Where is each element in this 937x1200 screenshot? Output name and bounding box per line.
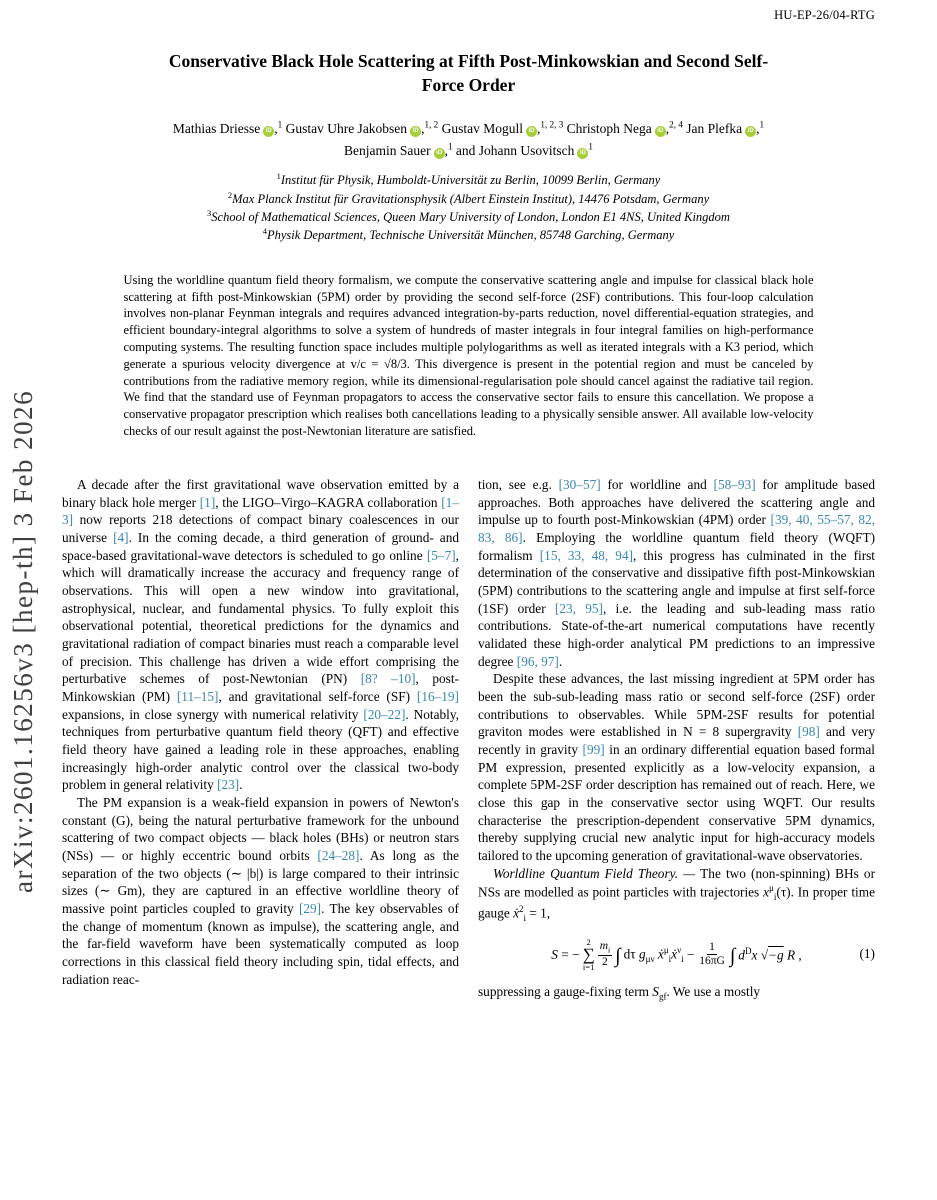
- fraction-numerator: 1: [707, 941, 717, 955]
- citation-link[interactable]: [23, 95]: [554, 600, 603, 616]
- text-run: Despite these advances, the last missing ingredient at 5PM order has been the sub-sub-leading mass ratio or second self-force (2SF) order contributions to observables. While 5PM-2SF results for potential graviton modes were established in N = 8 supergravity: [478, 671, 875, 740]
- sum-lower-limit: i=1: [582, 962, 595, 973]
- citation-link[interactable]: [29]: [298, 901, 322, 916]
- fraction-denominator: 2: [602, 955, 608, 968]
- citation-link[interactable]: [96, 97]: [516, 653, 559, 669]
- text-segment: 2: [518, 904, 524, 915]
- text-run: tion, see e.g.: [478, 476, 559, 492]
- text-run: in an ordinary differential equation based formal PM expression, presented explicitly as a low-velocity expansion, a complete 5PM-2SF order description has remained out of reach. Here, we close this gap in the conservative sector using WQFT. Our results characterise the prescription-dependent conservative 5PM dynamics, thereby supplying crucial new analytic input for high-accuracy models tailored to the upcoming generation of gravitational-wave observatories.: [478, 741, 875, 863]
- text-segment: i: [523, 913, 527, 924]
- affiliation-number: 4: [262, 226, 267, 237]
- text-run: Using the worldline quantum field theory formalism, we compute the conservative scattering angle and impulse for classical black hole scattering at fifth post-Minkowskian (5PM) order by providing the second self-force (2SF) contributions. This four-loop calculation involves non-planar Feynman integrals and requires advanced integration-by-parts reduction, novel differential-equation strategies, and efficient boundary-integral algorithms to solve a system of hundreds of master integrals in four integral families on high-performance computing systems. The resulting function space includes multiple polylogarithms as well as iterated integrals with a K3 period, which generate a spurious velocity divergence at v/c = √8/3. This divergence is present in the potential region and must be canceled by contributions from the radiative memory region, while its dimensional-regularisation pole should cancel against the radiative tail region. We find that the standard use of Feynman propagators to access the conservative sector fails to ensure this cancellation. We propose a conservative propagator prescription which realises both cancellations leading to a physically sensible answer. All available low-velocity checks of our result against the post-Newtonian literature are satisfied.: [123, 272, 814, 439]
- text-run: The PM expansion is a weak-field expansion in powers of Newton's constant (G), being the natural perturbative framework for the unbound scattering of two compact objects — black holes (BHs) or neutron stars (NSs) — or highly eccentric bound orbits: [62, 794, 459, 863]
- text-run: now reports 218 detections of compact binary coalescences in our universe: [62, 512, 459, 545]
- body-columns: [62, 476, 875, 1002]
- text-segment: i: [773, 892, 777, 903]
- text-segment: −g: [768, 947, 784, 963]
- author-affil-sup: 1: [759, 119, 765, 130]
- author-name: Gustav Uhre Jakobsen: [285, 120, 408, 136]
- affiliation-number: 1: [276, 171, 281, 182]
- affiliation-line: [62, 226, 875, 244]
- paragraph: [478, 865, 875, 925]
- report-number: HU-EP-26/04-RTG: [774, 8, 875, 22]
- author: [442, 121, 564, 136]
- paper-title: Conservative Black Hole Scattering at Fifth Post-Minkowskian and Second Self-Force Order: [168, 51, 769, 96]
- minus-sign: −: [686, 946, 695, 962]
- text-segment: μ: [663, 944, 669, 955]
- affiliation-number: 2: [227, 189, 233, 200]
- author: [344, 143, 453, 158]
- text-segment: Worldline Quantum Field Theory. —: [493, 865, 701, 881]
- citation-link[interactable]: [98]: [797, 724, 820, 740]
- author: [567, 121, 683, 136]
- sum-upper-limit: 2: [586, 936, 591, 947]
- orcid-icon[interactable]: iD: [410, 126, 421, 137]
- author-affil-sup: 1, 2: [424, 119, 439, 130]
- text-segment: ẋ: [671, 946, 678, 962]
- author: [456, 143, 593, 158]
- text-segment: x: [751, 947, 758, 963]
- author-name: and Johann Usovitsch: [455, 143, 575, 159]
- text-run: .: [239, 777, 243, 793]
- citation-link[interactable]: [1–3]: [62, 494, 459, 528]
- affiliation-line: [62, 171, 875, 189]
- author: [686, 121, 764, 136]
- affiliations: [62, 171, 875, 245]
- text-segment: (τ). In proper time gauge: [478, 884, 875, 921]
- text-segment: ẋ: [513, 905, 519, 921]
- column-right: [478, 476, 875, 1002]
- paragraph: [478, 670, 875, 864]
- text-run: . Employing the worldline quantum field theory (WQFT) formalism: [478, 529, 876, 563]
- text-segment: μ: [769, 883, 774, 894]
- summation-symbol: [583, 938, 595, 972]
- text-run: , post-Minkowskian (PM): [62, 671, 459, 704]
- affiliation-text: School of Mathematical Sciences, Queen Mary University of London, London E1 4NS, United Kingdom: [211, 210, 730, 225]
- orcid-icon[interactable]: iD: [526, 126, 537, 137]
- citation-link[interactable]: [16–19]: [416, 688, 459, 704]
- author-separator: ,: [444, 143, 448, 159]
- citation-link[interactable]: [58–93]: [713, 476, 756, 492]
- paragraph: [62, 476, 459, 794]
- author-name: Gustav Mogull: [441, 120, 523, 136]
- text-segment: μν: [645, 954, 655, 965]
- citation-link[interactable]: [11–15]: [176, 688, 219, 704]
- column-left: [62, 476, 459, 1002]
- orcid-icon[interactable]: iD: [655, 126, 666, 137]
- fraction: [697, 941, 727, 968]
- equation-body: [551, 938, 802, 972]
- abstract: [124, 272, 814, 440]
- text-run: , this progress has culminated in the first determination of the conservative and dissipative fifth post-Minkowskian (5PM) contributions to the scattering angle and impulse at first self-force (1SF) order: [478, 547, 875, 616]
- affiliation-text: Physik Department, Technische Universität München, 85748 Garching, Germany: [266, 228, 675, 243]
- text-run: . In the coming decade, a third generation of ground- and space-based gravitational-wave detectors is scheduled to go online: [62, 529, 459, 563]
- authors-line: [144, 117, 794, 162]
- author-affil-sup: 1: [447, 141, 453, 152]
- paragraph: [62, 794, 459, 988]
- integral-sign: ∫: [615, 944, 621, 967]
- text-segment: d: [738, 947, 745, 963]
- text-run: .: [558, 653, 563, 669]
- text-segment: i: [608, 945, 611, 955]
- text-run: , i.e. the leading and sub-leading mass ratio contributions. State-of-the-art numerical computations have recently validated these high-order analytical PM predictions to an impressive degree: [478, 600, 875, 669]
- citation-link[interactable]: [1]: [199, 494, 216, 510]
- text-segment: ,: [795, 947, 802, 963]
- author-separator: ,: [274, 120, 278, 136]
- citation-link[interactable]: [4]: [113, 529, 129, 545]
- author-separator: ,: [536, 120, 541, 136]
- text-segment: . We use a mostly: [666, 983, 761, 999]
- paragraph: [478, 983, 875, 1003]
- text-run: . The key observables of the change of momentum (known as impulse), the scattering angle, and the far-field waveform have been systematically computed as loop corrections in this classical field theory including spin, tidal effects, and radiation reac-: [62, 901, 459, 987]
- text-run: A decade after the first gravitational wave observation emitted by a binary black hole merger: [62, 476, 459, 510]
- author-separator: ,: [421, 120, 425, 136]
- text-segment: g: [638, 946, 646, 962]
- text-run: . Notably, techniques from perturbative quantum field theory (QFT) and effective field theory have gained a leading role in these approaches, enabling increasingly high-order analytic control over the classical two-body problem in general relativity: [62, 706, 459, 793]
- text-segment: S: [551, 946, 558, 962]
- text-segment: suppressing a gauge-fixing term: [478, 983, 653, 999]
- orcid-icon[interactable]: iD: [577, 148, 588, 159]
- author-separator: ,: [665, 120, 670, 136]
- text-run: . As long as the separation of the two objects (∼ |b|) is large compared to their intrinsic sizes (∼ Gm), they are captured in an effective worldline theory of massive point particles coupled to gravity: [62, 847, 459, 916]
- orcid-icon[interactable]: iD: [434, 148, 445, 159]
- fraction-numerator: [598, 940, 612, 955]
- text-segment: The two (non-spinning) BHs or NSs are modelled as point particles with trajectories: [478, 865, 875, 900]
- text-segment: gf: [658, 991, 667, 1002]
- author-name: Benjamin Sauer: [343, 143, 431, 159]
- citation-link[interactable]: [15, 33, 48, 94]: [539, 547, 634, 563]
- citation-link[interactable]: [8? –10]: [360, 671, 416, 687]
- citation-link[interactable]: [5–7]: [426, 547, 456, 563]
- author-name: Christoph Nega: [566, 120, 652, 136]
- orcid-icon[interactable]: iD: [263, 126, 274, 137]
- affiliation-text: Max Planck Institut für Gravitationsphysik (Albert Einstein Institut), 14476 Potsdam, Germany: [232, 191, 710, 206]
- text-segment: ẋ: [657, 946, 664, 962]
- author-affil-sup: 2, 4: [669, 119, 683, 130]
- text-segment: i: [668, 954, 672, 965]
- orcid-icon[interactable]: iD: [745, 126, 756, 137]
- sum-glyph: ∑: [582, 945, 595, 965]
- affiliation-number: 3: [207, 207, 212, 218]
- integral-sign: ∫: [729, 944, 736, 967]
- paragraph: [478, 476, 875, 670]
- integrand: [738, 945, 801, 964]
- eq-lhs: [551, 946, 579, 964]
- text-segment: i: [681, 954, 684, 965]
- text-run: for amplitude based approaches. Both approaches have delivered the scattering angle and impulse up to fourth post-Minkowskian (4PM) order: [478, 476, 875, 528]
- text-segment: S: [652, 983, 659, 999]
- citation-link[interactable]: [24–28]: [317, 847, 360, 863]
- fraction-denominator: 16πG: [699, 955, 725, 968]
- author-affil-sup: 1: [588, 141, 594, 152]
- text-segment: m: [599, 940, 608, 953]
- author-name: Mathias Driesse: [172, 120, 261, 136]
- author-name: Jan Plefka: [686, 120, 743, 136]
- equation-number: (1): [859, 945, 875, 961]
- text-run: for worldline and: [600, 476, 714, 492]
- citation-link[interactable]: [23]: [217, 777, 240, 793]
- author: [286, 121, 439, 136]
- affiliation-line: [62, 208, 875, 226]
- text-segment: √: [757, 947, 769, 963]
- fraction: [598, 940, 612, 969]
- text-segment: R: [786, 947, 796, 963]
- citation-link[interactable]: [39, 40, 55–57, 82, 83, 86]: [478, 512, 875, 545]
- text-segment: = −: [557, 946, 580, 962]
- citation-link[interactable]: [20–22]: [363, 706, 406, 722]
- author-affil-sup: 1: [277, 119, 283, 130]
- text-segment: D: [744, 946, 752, 956]
- author: [173, 121, 282, 136]
- text-segment: ν: [677, 944, 682, 955]
- text-run: , and gravitational self-force (SF): [218, 688, 417, 704]
- text-run: , which will dramatically increase the accuracy and frequency range of observations. This will open a new window into gravitational, astrophysical, nuclear, and fundamental physics. To fully exploit this observational potential, theoretical predictions for the dynamics and gravitational radiation of compact binaries must reach a comparable level of precision. This challenge has driven a wide effort comprising the perturbative schemes of post-Newtonian (PN): [62, 547, 459, 687]
- integrand: [624, 944, 684, 965]
- text-run: , the LIGO–Virgo–KAGRA collaboration: [215, 494, 442, 510]
- text-segment: dτ: [623, 946, 639, 962]
- text-segment: = 1,: [526, 905, 551, 921]
- citation-link[interactable]: [99]: [582, 741, 605, 757]
- text-run: and very recently in gravity: [478, 724, 875, 757]
- affiliation-text: Institut für Physik, Humboldt-Universität zu Berlin, 10099 Berlin, Germany: [280, 173, 661, 188]
- author-separator: ,: [756, 120, 760, 136]
- author-affil-sup: 1, 2, 3: [540, 119, 564, 130]
- equation-1: [478, 925, 875, 983]
- citation-link[interactable]: [30–57]: [558, 476, 601, 492]
- affiliation-line: [62, 190, 875, 208]
- text-run: expansions, in close synergy with numerical relativity: [62, 706, 364, 722]
- text-segment: x: [763, 884, 770, 900]
- arxiv-stamp: arXiv:2601.16256v3 [hep-th] 3 Feb 2026: [8, 389, 38, 893]
